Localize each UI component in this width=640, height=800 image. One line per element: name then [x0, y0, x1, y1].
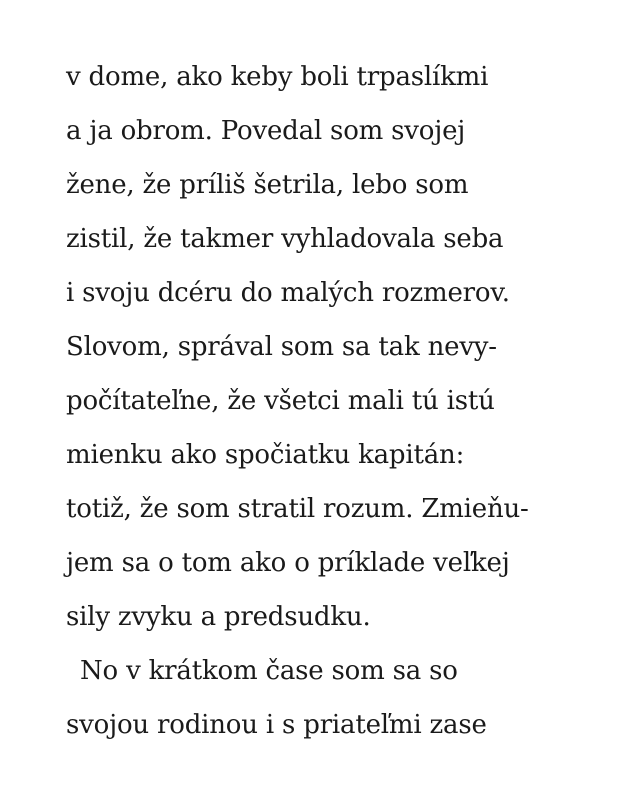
text-line: svojou rodinou i s priateľmi zase [66, 710, 487, 740]
paragraph-start-line: No v krátkom čase som sa so [80, 656, 458, 686]
text-line: zistil, že takmer vyhladovala seba [66, 224, 504, 254]
text-line: jem sa o tom ako o príklade veľkej [66, 548, 510, 578]
text-line: v dome, ako keby boli trpaslíkmi [66, 62, 489, 92]
text-line: mienku ako spočiatku kapitán: [66, 440, 465, 470]
text-line: a ja obrom. Povedal som svojej [66, 116, 466, 146]
text-line: totiž, že som stratil rozum. Zmieňu- [66, 494, 529, 524]
text-line: žene, že príliš šetrila, lebo som [66, 170, 469, 200]
text-line: i svoju dcéru do malých rozmerov. [66, 278, 510, 308]
text-line: Slovom, správal som sa tak nevy- [66, 332, 497, 362]
text-line: počítateľne, že všetci mali tú istú [66, 386, 495, 416]
body-text [66, 50, 586, 752]
text-line: sily zvyku a predsudku. [66, 602, 371, 632]
